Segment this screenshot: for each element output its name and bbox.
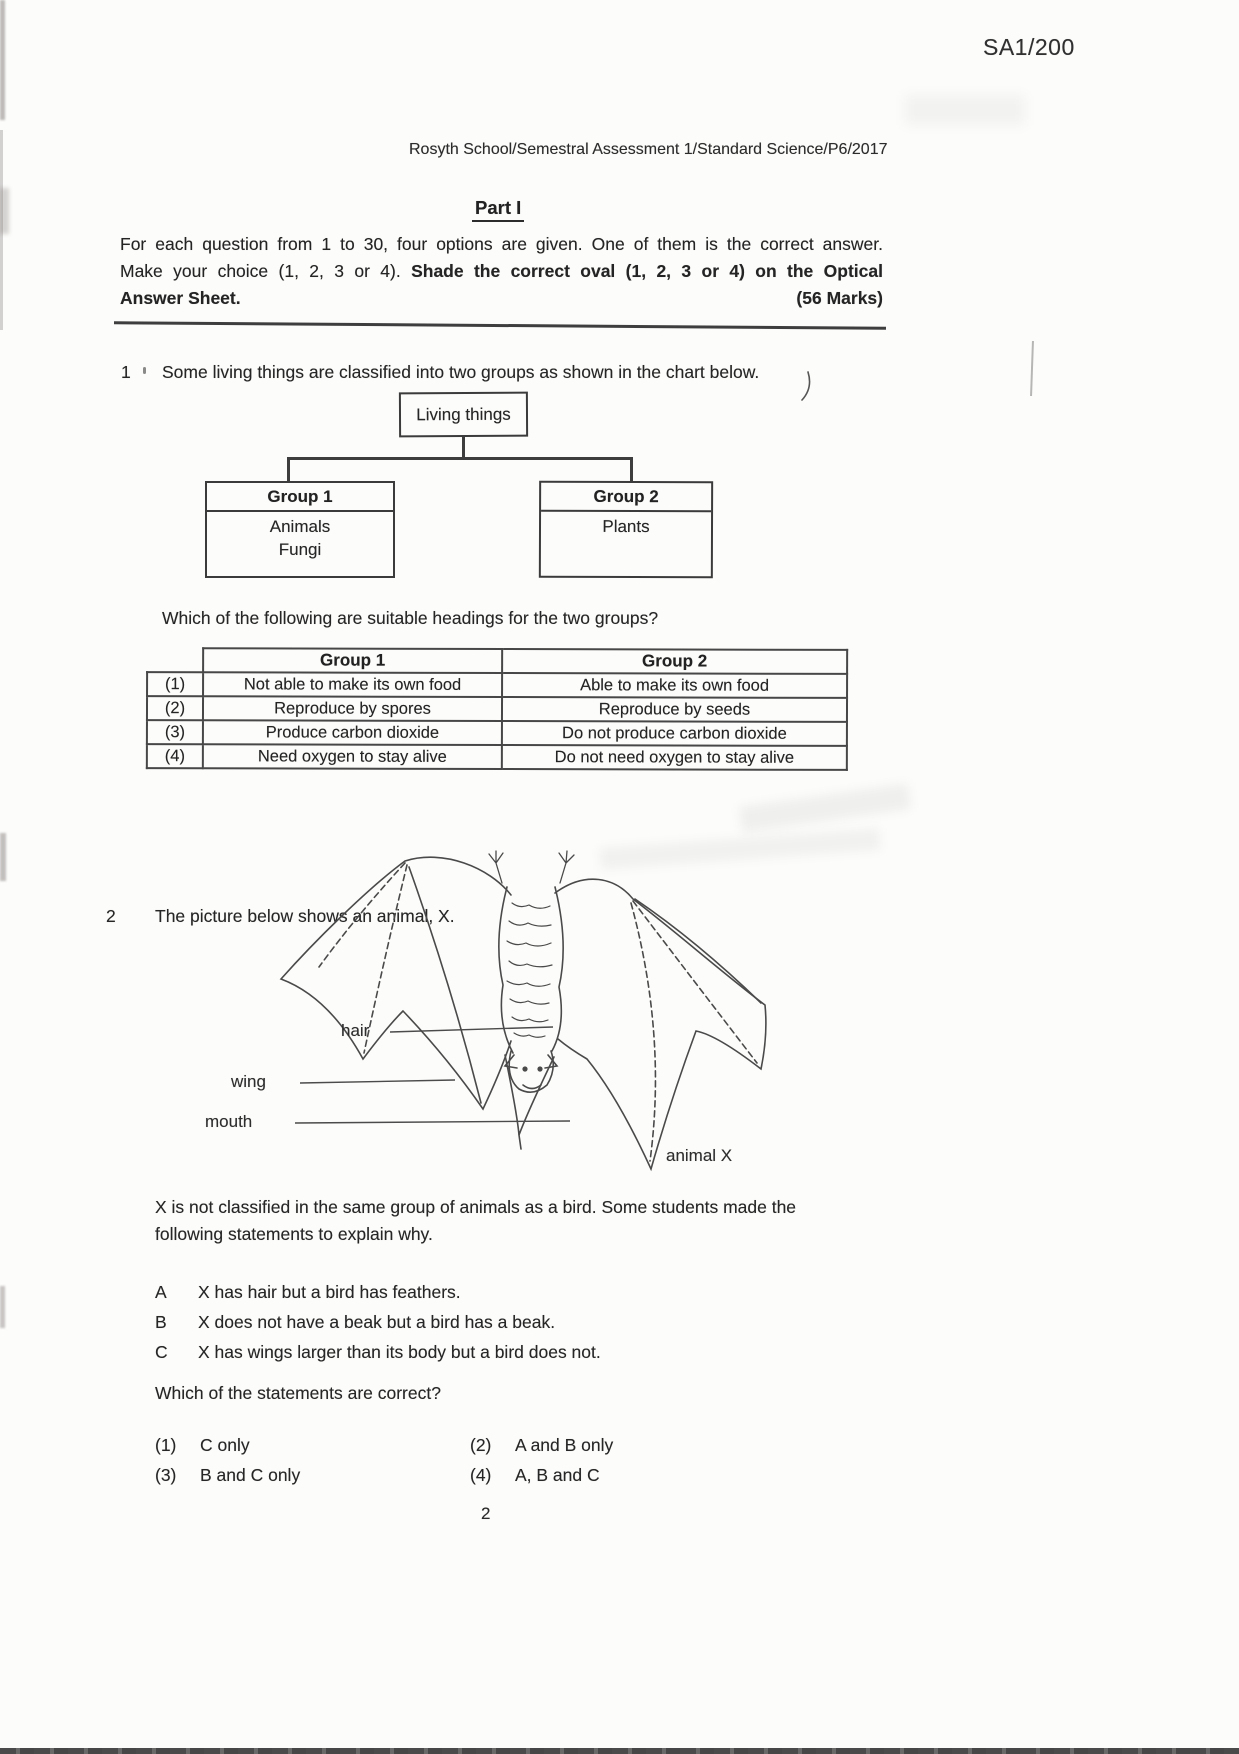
- statement-b: [155, 1307, 601, 1337]
- wing-label-line: [300, 1080, 455, 1083]
- q2-text: The picture below shows an animal, X.: [155, 906, 455, 926]
- group1-cell: Not able to make its own food: [203, 672, 502, 697]
- option-number: (2): [147, 696, 203, 720]
- group1-items: [207, 512, 393, 561]
- scan-stray-dot: [143, 367, 146, 374]
- wing-label: wing: [231, 1072, 266, 1091]
- option-text: A and B only: [515, 1435, 614, 1455]
- statement-letter: B: [155, 1312, 167, 1332]
- statement-text: X has wings larger than its body but a bird does not.: [198, 1342, 601, 1362]
- chart-node-group1: [205, 481, 395, 578]
- instructions-line3: [120, 285, 883, 312]
- q1-text: Some living things are classified into two groups as shown in the chart below.: [162, 362, 760, 382]
- table-row: [147, 672, 847, 698]
- option-2: [470, 1430, 613, 1460]
- group2-cell: Do not produce carbon dioxide: [502, 721, 847, 746]
- instructions-line2: [120, 258, 883, 285]
- scan-edge-mark: [0, 0, 5, 120]
- q2-statements: [155, 1277, 601, 1367]
- statement-c: [155, 1337, 601, 1367]
- q2-options: [155, 1430, 613, 1490]
- option-3: [155, 1460, 470, 1490]
- chart-node-living-things: [399, 392, 528, 438]
- option-number: (4): [147, 744, 203, 768]
- group1-item: Fungi: [278, 540, 322, 559]
- group2-title: Group 2: [541, 483, 711, 513]
- doc-code: SA1/200: [983, 34, 1075, 60]
- q2-paragraph: X is not classified in the same group of animals as a bird. Some students made the following statements to explain why.: [155, 1197, 797, 1244]
- statement-letter: A: [155, 1282, 167, 1302]
- q1-question: Which of the following are suitable headings for the two groups?: [162, 608, 659, 628]
- table-corner-cell: [147, 648, 203, 672]
- hair-label: hair: [341, 1021, 370, 1040]
- chart-node-group2: [539, 481, 713, 579]
- group2-item: Plants: [602, 516, 650, 537]
- instructions-line2-bold: Shade the correct oval (1, 2, 3 or 4) on the Optical: [411, 261, 883, 281]
- option-number: (4): [470, 1465, 492, 1485]
- option-number: (3): [155, 1465, 177, 1485]
- statement-letter: C: [155, 1342, 168, 1362]
- q1-options-table: [146, 647, 848, 771]
- instructions-line2-normal: Make your choice (1, 2, 3 or 4).: [120, 261, 412, 281]
- mouth-label-line: [295, 1121, 570, 1123]
- scan-edge-mark: [0, 188, 9, 234]
- figure-label-lines: [295, 1027, 570, 1123]
- option-4: [470, 1460, 613, 1490]
- scan-edge-mark: [0, 833, 6, 881]
- option-text: B and C only: [200, 1465, 301, 1485]
- scan-smudge: [739, 783, 911, 832]
- chart-connector-bar: [287, 457, 633, 460]
- statement-text: X does not have a beak but a bird has a beak.: [198, 1312, 556, 1332]
- table-col1-header: Group 1: [203, 648, 502, 673]
- statement-text: X has hair but a bird has feathers.: [198, 1282, 461, 1302]
- group2-items: [541, 512, 711, 539]
- scan-edge-mark: [0, 130, 3, 330]
- scan-stray-line: [1030, 341, 1034, 396]
- group1-cell: Need oxygen to stay alive: [203, 744, 502, 769]
- chart-connector-left-drop: [287, 457, 290, 481]
- section-divider: [114, 321, 886, 329]
- table-row: [147, 744, 847, 770]
- scan-smudge: [905, 95, 1025, 125]
- hair-label-line: [390, 1027, 553, 1032]
- option-text: C only: [200, 1435, 250, 1455]
- q1-number: 1: [121, 362, 131, 382]
- group1-cell: Produce carbon dioxide: [203, 720, 502, 745]
- marks-label: (56 Marks): [796, 288, 883, 308]
- option-number: (3): [147, 720, 203, 744]
- group2-cell: Able to make its own food: [502, 673, 847, 698]
- group1-cell: Reproduce by spores: [203, 696, 502, 721]
- table-row: [147, 720, 847, 746]
- page-number: 2: [481, 1504, 491, 1523]
- option-1: [155, 1430, 470, 1460]
- scan-edge-mark: [0, 1286, 5, 1328]
- instructions: [120, 231, 883, 312]
- option-number: (1): [155, 1435, 177, 1455]
- bat-fur: [507, 903, 552, 1037]
- table-col2-header: Group 2: [502, 649, 847, 674]
- mouth-label: mouth: [205, 1112, 253, 1131]
- q2-question: Which of the statements are correct?: [155, 1383, 441, 1403]
- part-title: Part I: [472, 197, 524, 222]
- chart-connector-right-drop: [630, 457, 633, 481]
- chart-node-living-things-label: Living things: [416, 404, 511, 424]
- group2-cell: Reproduce by seeds: [502, 697, 847, 722]
- figure-caption: animal X: [666, 1146, 733, 1165]
- option-text: A, B and C: [515, 1465, 600, 1485]
- option-number: (1): [147, 672, 203, 696]
- statement-a: [155, 1277, 601, 1307]
- chart-connector-stem: [462, 437, 465, 458]
- instructions-line3-bold: Answer Sheet.: [120, 288, 241, 308]
- scan-bottom-bar: [0, 1748, 1239, 1754]
- table-row: [147, 696, 847, 722]
- group1-title: Group 1: [207, 483, 393, 512]
- instructions-line1: For each question from 1 to 30, four options are given. One of them is the correct answer.: [120, 234, 883, 254]
- group2-cell: Do not need oxygen to stay alive: [502, 745, 847, 770]
- running-header: Rosyth School/Semestral Assessment 1/Standard Science/P6/2017: [409, 141, 888, 158]
- group1-item: Animals: [269, 517, 331, 536]
- q2-number: 2: [106, 906, 116, 926]
- table-header-row: [147, 648, 847, 674]
- animal-x-figure: [255, 843, 775, 1183]
- option-number: (2): [470, 1435, 492, 1455]
